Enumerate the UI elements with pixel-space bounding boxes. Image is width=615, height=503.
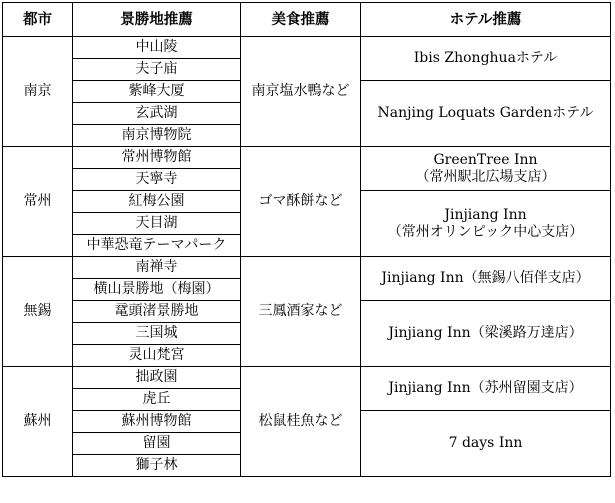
hotel-line: GreenTree Inn xyxy=(433,151,538,168)
scenic-spot: 南禅寺 xyxy=(73,257,241,279)
city-name: 常州 xyxy=(3,147,73,257)
recommendation-table-container xyxy=(2,2,611,477)
table-row xyxy=(3,367,611,389)
header-city: 都市 xyxy=(3,3,73,37)
scenic-spot: 拙政園 xyxy=(73,367,241,389)
hotel-recommendation xyxy=(361,411,611,477)
city-name: 無錫 xyxy=(3,257,73,367)
hotel-recommendation xyxy=(361,81,611,147)
hotel-recommendation xyxy=(361,367,611,411)
hotel-line: （常州駅北広場支店） xyxy=(415,168,556,185)
city-name: 蘇州 xyxy=(3,367,73,477)
hotel-recommendation xyxy=(361,147,611,191)
hotel-line: Jinjiang Inn xyxy=(444,206,527,223)
hotel-recommendation xyxy=(361,257,611,301)
scenic-spot: 玄武湖 xyxy=(73,103,241,125)
scenic-spot: 横山景勝地（梅園） xyxy=(73,279,241,301)
scenic-spot: 中山陵 xyxy=(73,37,241,59)
scenic-spot: 天目湖 xyxy=(73,213,241,235)
table-row xyxy=(3,147,611,169)
hotel-line: Jinjiang Inn（苏州留園支店） xyxy=(388,380,583,396)
hotel-recommendation xyxy=(361,191,611,257)
table-row xyxy=(3,37,611,59)
scenic-spot: 南京博物院 xyxy=(73,125,241,147)
header-hotel: ホテル推薦 xyxy=(361,3,611,37)
scenic-spot: 中華恐竜テーマパーク xyxy=(73,235,241,257)
table-row xyxy=(3,257,611,279)
hotel-line: 7 days Inn xyxy=(448,435,523,451)
food-recommendation: 松鼠桂魚など xyxy=(241,367,361,477)
table-body xyxy=(3,37,611,477)
hotel-line: Jinjiang Inn（梁溪路万達店） xyxy=(388,325,583,341)
food-recommendation: 三鳳酒家など xyxy=(241,257,361,367)
hotel-line: （常州オリンピック中心支店） xyxy=(387,223,584,240)
scenic-spot: 留園 xyxy=(73,433,241,455)
scenic-spot: 天寧寺 xyxy=(73,169,241,191)
food-recommendation: ゴマ酥餅など xyxy=(241,147,361,257)
hotel-line: Nanjing Loquats Gardenホテル xyxy=(377,105,594,121)
food-recommendation: 南京塩水鴨など xyxy=(241,37,361,147)
scenic-spot: 鼋頭渚景勝地 xyxy=(73,301,241,323)
city-name: 南京 xyxy=(3,37,73,147)
hotel-recommendation xyxy=(361,37,611,81)
header-spots: 景勝地推薦 xyxy=(73,3,241,37)
scenic-spot: 獅子林 xyxy=(73,455,241,477)
scenic-spot: 蘇州博物館 xyxy=(73,411,241,433)
header-row xyxy=(3,3,611,37)
scenic-spot: 紫峰大厦 xyxy=(73,81,241,103)
hotel-line: Ibis Zhonghuaホテル xyxy=(413,50,558,66)
hotel-line: Jinjiang Inn（無錫八佰伴支店） xyxy=(381,270,590,286)
header-food: 美食推薦 xyxy=(241,3,361,37)
scenic-spot: 夫子庙 xyxy=(73,59,241,81)
hotel-recommendation xyxy=(361,301,611,367)
scenic-spot: 常州博物館 xyxy=(73,147,241,169)
scenic-spot: 紅梅公園 xyxy=(73,191,241,213)
scenic-spot: 三国城 xyxy=(73,323,241,345)
scenic-spot: 虎丘 xyxy=(73,389,241,411)
scenic-spot: 灵山梵宮 xyxy=(73,345,241,367)
travel-recommendation-table xyxy=(2,2,611,477)
